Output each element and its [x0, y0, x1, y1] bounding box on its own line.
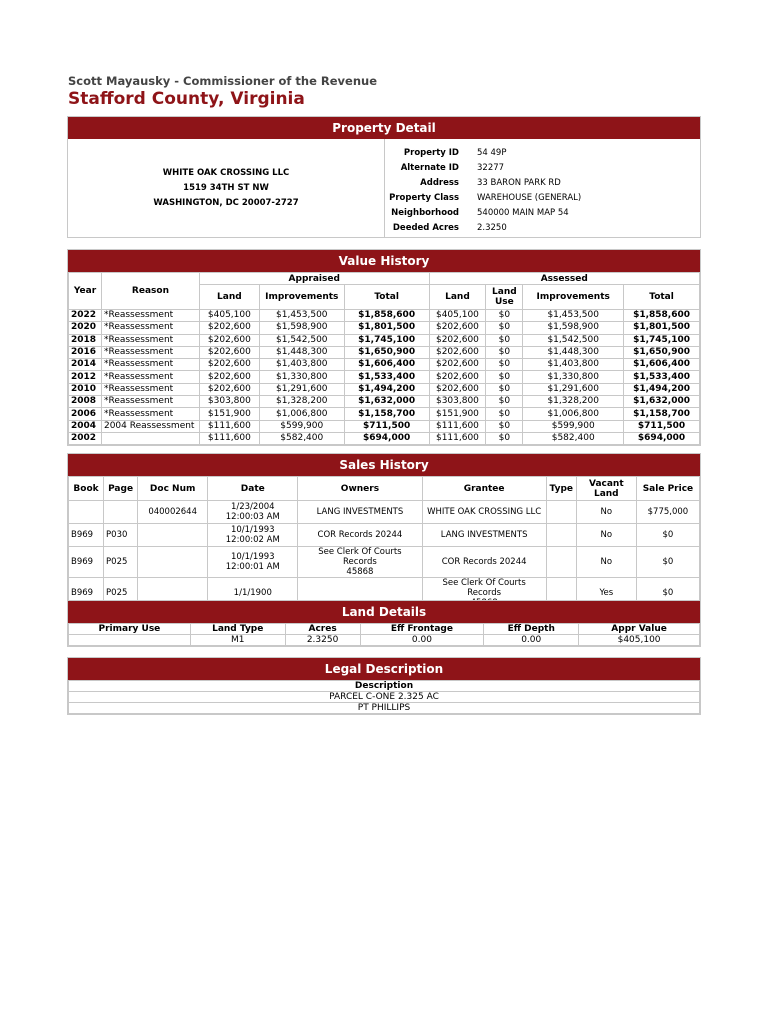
value-s-total: $1,858,600: [624, 310, 700, 322]
value-reason: *Reassessment: [101, 322, 199, 334]
value-history-row: [69, 346, 700, 358]
sale-page: P025: [104, 547, 138, 578]
value-s-land: $202,600: [429, 359, 486, 371]
value-s-use: $0: [486, 322, 523, 334]
value-s-land: $405,100: [429, 310, 486, 322]
value-s-use: $0: [486, 310, 523, 322]
sales-history-row: [69, 524, 700, 547]
value-history-row: [69, 383, 700, 395]
legal-description-title: Legal Description: [68, 658, 700, 680]
sale-doc: 040002644: [138, 501, 208, 524]
sale-book: B969: [69, 578, 104, 609]
owner-address-line2: WASHINGTON, DC 20007-2727: [153, 197, 299, 208]
property-field-row: [385, 146, 700, 161]
col-acres: Acres: [285, 624, 360, 635]
col-assessed-land-use: Land Use: [486, 285, 523, 310]
value-a-imp: $582,400: [259, 432, 344, 444]
sale-page: [104, 501, 138, 524]
property-field-row: [385, 176, 700, 191]
value-a-imp: $1,598,900: [259, 322, 344, 334]
commissioner-title: Scott Mayausky - Commissioner of the Revenue: [68, 74, 378, 88]
value-a-total: $1,494,200: [344, 383, 429, 395]
value-year: 2018: [69, 334, 102, 346]
property-field-value: WAREHOUSE (GENERAL): [477, 193, 582, 203]
sale-vacant: No: [576, 524, 636, 547]
value-a-total: $1,858,600: [344, 310, 429, 322]
value-a-imp: $1,453,500: [259, 310, 344, 322]
property-field-label: Neighborhood: [391, 208, 459, 218]
sale-date: 1/1/1900: [208, 578, 298, 609]
value-history-row: [69, 420, 700, 432]
sale-grantee: LANG INVESTMENTS: [422, 524, 546, 547]
property-field-label: Property Class: [389, 193, 459, 203]
sale-owners: See Clerk Of Courts Records 45868: [298, 547, 422, 578]
sale-doc: [138, 547, 208, 578]
land-details-section: [67, 600, 701, 647]
property-field-value: 2.3250: [477, 223, 507, 233]
value-history-section: [67, 249, 701, 446]
property-detail-section: [67, 116, 701, 238]
value-a-land: $405,100: [199, 310, 259, 322]
value-s-total: $694,000: [624, 432, 700, 444]
property-field-row: [385, 206, 700, 221]
col-sale-price: Sale Price: [636, 477, 699, 501]
value-a-total: $1,606,400: [344, 359, 429, 371]
property-field-row: [385, 191, 700, 206]
value-a-imp: $1,330,800: [259, 371, 344, 383]
sale-grantee: WHITE OAK CROSSING LLC: [422, 501, 546, 524]
land-appr-value: $405,100: [579, 635, 700, 646]
sale-owners: COR Records 20244: [298, 524, 422, 547]
property-field-row: [385, 221, 700, 236]
sale-book: B969: [69, 547, 104, 578]
value-s-total: $1,745,100: [624, 334, 700, 346]
property-field-label: Property ID: [403, 148, 459, 158]
col-primary-use: Primary Use: [69, 624, 191, 635]
value-s-imp: $1,453,500: [523, 310, 624, 322]
sale-vacant: No: [576, 501, 636, 524]
property-field-value: 32277: [477, 163, 505, 173]
value-s-use: $0: [486, 371, 523, 383]
col-eff-frontage: Eff Frontage: [360, 624, 484, 635]
value-s-total: $1,494,200: [624, 383, 700, 395]
sale-price: $0: [636, 524, 699, 547]
value-history-table: [68, 272, 700, 445]
property-field-label: Deeded Acres: [392, 223, 459, 233]
col-appraised-improvements: Improvements: [259, 285, 344, 310]
value-s-land: $202,600: [429, 322, 486, 334]
land-acres: 2.3250: [285, 635, 360, 646]
legal-description-section: [67, 657, 701, 715]
property-field-value: 54 49P: [477, 148, 507, 158]
sale-date: 1/23/2004 12:00:03 AM: [208, 501, 298, 524]
land-details-table: [68, 623, 700, 646]
value-year: 2006: [69, 408, 102, 420]
value-s-imp: $1,403,800: [523, 359, 624, 371]
value-history-row: [69, 359, 700, 371]
value-a-land: $202,600: [199, 359, 259, 371]
value-a-land: $202,600: [199, 334, 259, 346]
legal-line-1: PARCEL C-ONE 2.325 AC: [69, 692, 700, 703]
value-a-land: $111,600: [199, 420, 259, 432]
value-s-use: $0: [486, 396, 523, 408]
col-reason: Reason: [101, 273, 199, 310]
sale-owners: LANG INVESTMENTS: [298, 501, 422, 524]
value-s-use: $0: [486, 346, 523, 358]
value-s-land: $303,800: [429, 396, 486, 408]
col-owners: Owners: [298, 477, 422, 501]
value-a-total: $1,533,400: [344, 371, 429, 383]
value-a-imp: $599,900: [259, 420, 344, 432]
value-s-total: $1,533,400: [624, 371, 700, 383]
col-doc-num: Doc Num: [138, 477, 208, 501]
land-row: [69, 635, 700, 646]
value-reason: [101, 432, 199, 444]
value-reason: 2004 Reassessment: [101, 420, 199, 432]
legal-description-table: [68, 680, 700, 714]
value-a-land: $202,600: [199, 371, 259, 383]
value-reason: *Reassessment: [101, 408, 199, 420]
sale-doc: [138, 524, 208, 547]
sale-date: 10/1/1993 12:00:02 AM: [208, 524, 298, 547]
value-s-imp: $599,900: [523, 420, 624, 432]
sale-page: P030: [104, 524, 138, 547]
value-a-imp: $1,006,800: [259, 408, 344, 420]
col-assessed-land: Land: [429, 285, 486, 310]
value-s-use: $0: [486, 334, 523, 346]
sale-type: [546, 501, 576, 524]
value-s-imp: $1,448,300: [523, 346, 624, 358]
value-s-land: $202,600: [429, 371, 486, 383]
value-year: 2010: [69, 383, 102, 395]
value-year: 2012: [69, 371, 102, 383]
value-s-imp: $1,006,800: [523, 408, 624, 420]
value-a-land: $303,800: [199, 396, 259, 408]
value-a-total: $711,500: [344, 420, 429, 432]
property-field-label: Alternate ID: [400, 163, 459, 173]
value-history-row: [69, 432, 700, 444]
value-year: 2014: [69, 359, 102, 371]
value-history-row: [69, 322, 700, 334]
col-description: Description: [69, 681, 700, 692]
property-fields: [385, 139, 700, 237]
land-depth: 0.00: [484, 635, 579, 646]
value-s-total: $1,158,700: [624, 408, 700, 420]
sales-history-row: [69, 501, 700, 524]
sale-grantee: See Clerk Of Courts Records: [422, 578, 546, 609]
sale-vacant: No: [576, 547, 636, 578]
value-a-total: $1,650,900: [344, 346, 429, 358]
value-history-title: Value History: [68, 250, 700, 272]
owner-block: [68, 139, 385, 237]
value-a-land: $202,600: [199, 383, 259, 395]
value-reason: *Reassessment: [101, 383, 199, 395]
value-a-total: $1,745,100: [344, 334, 429, 346]
value-reason: *Reassessment: [101, 396, 199, 408]
value-a-land: $151,900: [199, 408, 259, 420]
sale-page: P025: [104, 578, 138, 609]
value-history-row: [69, 334, 700, 346]
value-s-land: $202,600: [429, 346, 486, 358]
value-history-row: [69, 371, 700, 383]
legal-line-2: PT PHILLIPS: [69, 703, 700, 714]
col-appraised: Appraised: [199, 273, 429, 285]
sale-type: [546, 524, 576, 547]
value-s-total: $1,632,000: [624, 396, 700, 408]
value-s-land: $202,600: [429, 334, 486, 346]
owner-address-line1: 1519 34TH ST NW: [183, 182, 269, 193]
value-year: 2008: [69, 396, 102, 408]
value-history-row: [69, 396, 700, 408]
owner-name: WHITE OAK CROSSING LLC: [162, 167, 290, 178]
col-grantee: Grantee: [422, 477, 546, 501]
value-a-total: $694,000: [344, 432, 429, 444]
value-a-land: $202,600: [199, 346, 259, 358]
col-year: Year: [69, 273, 102, 310]
value-s-imp: $1,330,800: [523, 371, 624, 383]
value-history-row: [69, 310, 700, 322]
value-s-use: $0: [486, 383, 523, 395]
col-vacant-land: Vacant Land: [576, 477, 636, 501]
sales-history-section: [67, 453, 701, 610]
value-s-land: $111,600: [429, 432, 486, 444]
property-field-value: 33 BARON PARK RD: [477, 178, 561, 188]
value-year: 2020: [69, 322, 102, 334]
value-year: 2004: [69, 420, 102, 432]
value-s-imp: $1,291,600: [523, 383, 624, 395]
value-year: 2002: [69, 432, 102, 444]
col-type: Type: [546, 477, 576, 501]
col-eff-depth: Eff Depth: [484, 624, 579, 635]
sale-book: [69, 501, 104, 524]
value-s-land: $202,600: [429, 383, 486, 395]
col-book: Book: [69, 477, 104, 501]
value-s-use: $0: [486, 359, 523, 371]
value-s-land: $151,900: [429, 408, 486, 420]
value-s-use: $0: [486, 408, 523, 420]
value-s-imp: $1,542,500: [523, 334, 624, 346]
sales-history-title: Sales History: [68, 454, 700, 476]
value-s-use: $0: [486, 420, 523, 432]
sale-vacant: Yes: [576, 578, 636, 609]
col-land-type: Land Type: [190, 624, 285, 635]
col-assessed-improvements: Improvements: [523, 285, 624, 310]
sales-history-row: [69, 547, 700, 578]
value-a-imp: $1,448,300: [259, 346, 344, 358]
value-a-imp: $1,542,500: [259, 334, 344, 346]
land-frontage: 0.00: [360, 635, 484, 646]
property-field-row: [385, 161, 700, 176]
value-s-total: $1,606,400: [624, 359, 700, 371]
sale-grantee: COR Records 20244: [422, 547, 546, 578]
value-reason: *Reassessment: [101, 334, 199, 346]
value-s-total: $1,650,900: [624, 346, 700, 358]
sale-book: B969: [69, 524, 104, 547]
value-history-row: [69, 408, 700, 420]
value-a-imp: $1,291,600: [259, 383, 344, 395]
value-reason: *Reassessment: [101, 346, 199, 358]
land-type: M1: [190, 635, 285, 646]
value-s-land: $111,600: [429, 420, 486, 432]
col-page: Page: [104, 477, 138, 501]
property-field-value: 540000 MAIN MAP 54: [477, 208, 569, 218]
sale-price: $0: [636, 578, 699, 609]
col-appraised-total: Total: [344, 285, 429, 310]
value-s-total: $711,500: [624, 420, 700, 432]
sale-price: $775,000: [636, 501, 699, 524]
value-a-total: $1,632,000: [344, 396, 429, 408]
value-a-land: $202,600: [199, 322, 259, 334]
sale-type: [546, 547, 576, 578]
value-reason: *Reassessment: [101, 310, 199, 322]
county-title: Stafford County, Virginia: [68, 89, 305, 109]
value-s-imp: $1,598,900: [523, 322, 624, 334]
sale-date: 10/1/1993 12:00:01 AM: [208, 547, 298, 578]
value-a-land: $111,600: [199, 432, 259, 444]
value-s-imp: $582,400: [523, 432, 624, 444]
col-appr-value: Appr Value: [579, 624, 700, 635]
sales-history-table: [68, 476, 700, 609]
value-s-total: $1,801,500: [624, 322, 700, 334]
property-detail-title: Property Detail: [68, 117, 700, 139]
value-reason: *Reassessment: [101, 359, 199, 371]
col-date: Date: [208, 477, 298, 501]
value-a-total: $1,801,500: [344, 322, 429, 334]
value-s-imp: $1,328,200: [523, 396, 624, 408]
sale-price: $0: [636, 547, 699, 578]
col-assessed: Assessed: [429, 273, 700, 285]
value-a-imp: $1,403,800: [259, 359, 344, 371]
col-assessed-total: Total: [624, 285, 700, 310]
page-header: [68, 74, 377, 109]
value-a-total: $1,158,700: [344, 408, 429, 420]
value-a-imp: $1,328,200: [259, 396, 344, 408]
value-year: 2022: [69, 310, 102, 322]
value-reason: *Reassessment: [101, 371, 199, 383]
col-appraised-land: Land: [199, 285, 259, 310]
property-field-label: Address: [420, 178, 459, 188]
value-year: 2016: [69, 346, 102, 358]
value-s-use: $0: [486, 432, 523, 444]
land-details-title: Land Details: [68, 601, 700, 623]
land-primary-use: [69, 635, 191, 646]
